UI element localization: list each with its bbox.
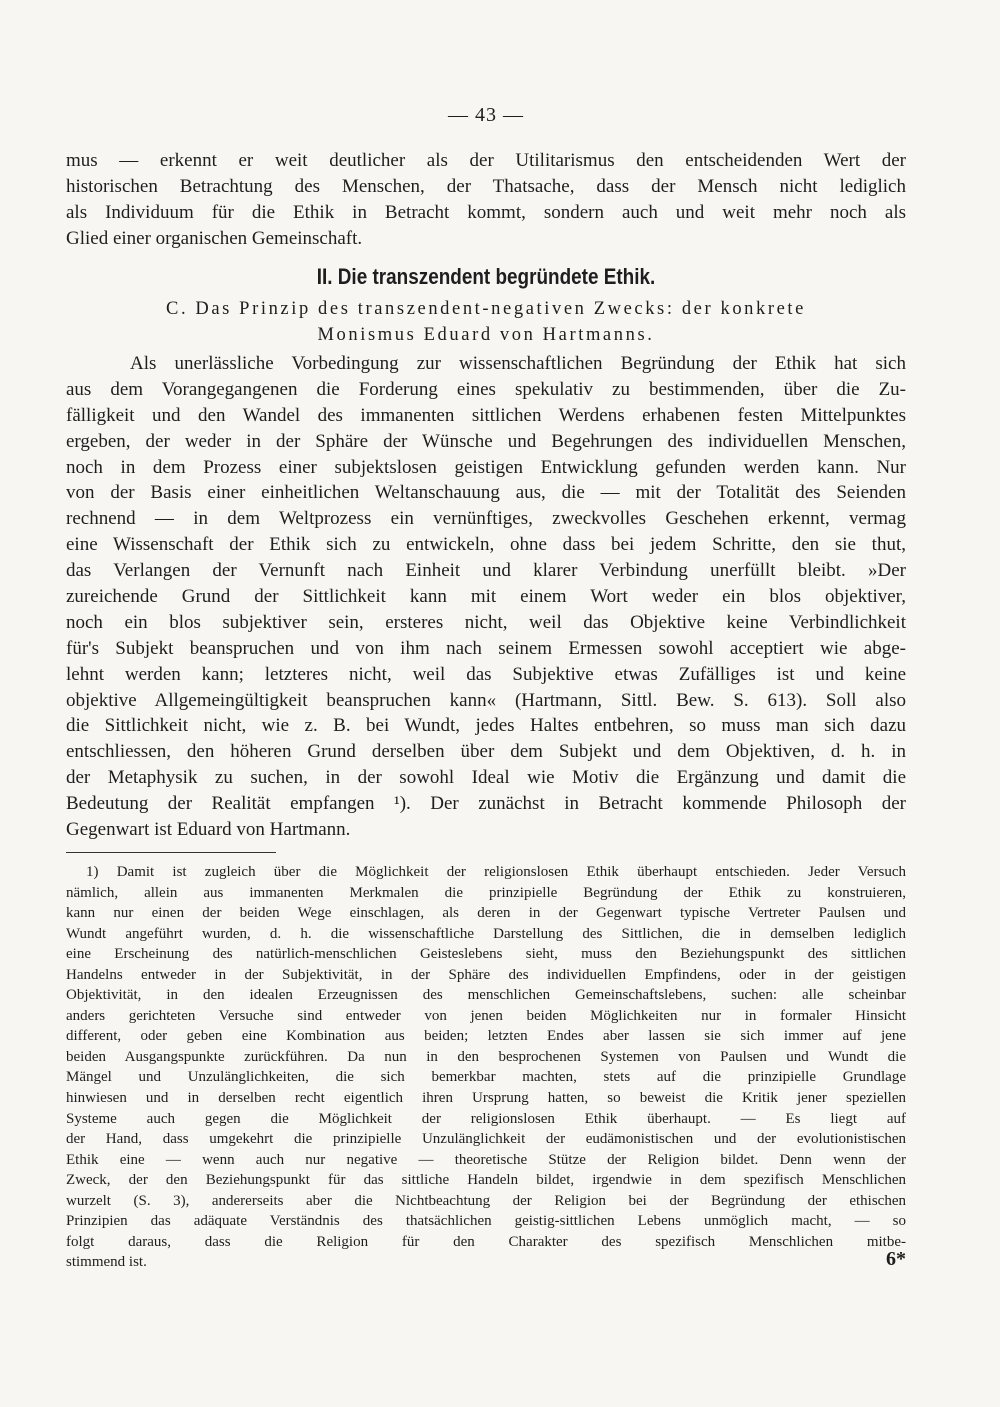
section-heading: II. Die transzendent begründete Ethik.: [316, 264, 656, 289]
text-line: Als unerlässliche Vorbedingung zur wissenschaftlichen Begründung der Ethik hat sich: [130, 353, 906, 374]
text-line: Bedeutung der Realität empfangen ¹). Der zunächst in Betracht kommende Philosoph der: [66, 793, 906, 815]
footnote-line: Mängel und Unzulänglichkeiten, die sich bemerkbar machten, stets auf die prinzipielle Grundlage: [66, 1069, 906, 1086]
footnote-line: stimmend ist.: [66, 1254, 147, 1271]
text-line: aus dem Vorangegangenen die Forderung eines spekulativ zu bestimmenden, über die Zu-: [66, 378, 906, 400]
footnote-line: Handelns entweder in der Subjektivität, in der Sphäre des individuellen Empfindens, oder in der geistigen: [66, 966, 906, 983]
footnote-line: wurzelt (S. 3), andererseits aber die Nichtbeachtung der Religion bei der Begründung der ethischen: [66, 1192, 906, 1209]
footnote-line: anders gerichteten Versuche sind entweder von jenen beiden Möglichkeiten nur in formaler Hinsicht: [66, 1007, 906, 1024]
text-line: zureichende Grund der Sittlichkeit kann mit einem Wort weder ein blos objektiver,: [66, 586, 906, 608]
text-line: als Individuum für die Ethik in Betracht kommt, sondern auch und weit mehr noch als: [66, 201, 906, 223]
footnote-line: 1) Damit ist zugleich über die Möglichkeit der religionslosen Ethik überhaupt entschieden. Jeder Versuch: [86, 864, 906, 880]
text-line: der Metaphysik zu suchen, in der sowohl Ideal wie Motiv die Ergänzung und damit die: [66, 767, 906, 789]
main-paragraph: [66, 351, 906, 843]
footnote-line: Prinzipien das adäquate Verständnis des thatsächlichen geistig-sittlichen Lebens unmöglich macht, — so: [66, 1213, 906, 1230]
text-line: Glied einer organischen Gemeinschaft.: [66, 227, 363, 249]
footnote-line: different, oder geben eine Kombination aus beiden; letzten Endes aber lassen sie sich immer auf jene: [66, 1028, 906, 1045]
footnote-line: Objektivität, in den idealen Erzeugnissen des menschlichen Gemeinschaftslebens, suchen: alle scheinbar: [66, 987, 906, 1004]
footnote-line: hinwiesen und in derselben recht eigentlich ihren Ursprung hatten, so beweist die Kritik jener speziellen: [66, 1090, 906, 1107]
text-line: lehnt werden kann; letzteres nicht, weil das Subjektive etwas Zufälliges ist und keine: [66, 663, 906, 685]
text-line: noch in dem Prozess einer subjektslosen geistigen Entwicklung gefunden werden kann. Nur: [66, 456, 906, 478]
text-line: fälligkeit und den Wandel des immanenten sittlichen Werdens erhabenen festen Mittelpunktes: [66, 404, 906, 426]
text-line: von der Basis einer einheitlichen Weltanschauung aus, die — mit der Totalität des Seienden: [66, 482, 906, 504]
text-line: ergeben, der weder in der Sphäre der Wünsche und Begehrungen des individuellen Menschen,: [66, 430, 906, 452]
footnote-line: Systeme auch gegen die Möglichkeit der religionslosen Ethik überhaupt. — Es liegt auf: [66, 1110, 906, 1127]
text-line: rechnend — in dem Weltprozess ein vernünftiges, zweckvolles Geschehen erkennt, vermag: [66, 508, 906, 530]
footnote-line: folgt daraus, dass die Religion für den Charakter des spezifisch Menschlichen mitbe-: [66, 1233, 906, 1250]
text-line: die Sittlichkeit nicht, wie z. B. bei Wundt, jedes Haltes entbehren, so muss man sich dazu: [66, 715, 906, 737]
intro-paragraph: [66, 148, 906, 252]
text-line: noch ein blos subjektiver sein, ersteres nicht, weil das Objektive keine Verbindlichkeit: [66, 611, 906, 633]
signature-mark: 6*: [886, 1248, 906, 1270]
footnote-line: kann nur einen der beiden Wege einschlagen, als deren in der Gegenwart typische Vertreter Paulsen und: [66, 905, 906, 922]
footnote-divider: [66, 852, 276, 853]
footnote: [66, 862, 906, 1273]
text-line: für's Subjekt beanspruchen und von ihm nach seinem Ermessen sowohl acceptiert wie abge-: [66, 637, 906, 659]
text-line: entschliessen, den höheren Grund derselben über dem Subjekt und dem Objektiven, d. h. in: [66, 741, 906, 763]
subheading-line-2: Monismus Eduard von Hartmanns.: [317, 325, 655, 345]
footnote-line: Zweck, der den Beziehungspunkt für das sittliche Handeln bildet, irgendwie in dem spezifisch Menschlichen: [66, 1172, 906, 1189]
text-line: das Verlangen der Vernunft nach Einheit und klarer Verbindung unerfüllt bleibt. »Der: [66, 560, 906, 582]
footnote-line: Wundt angeführt wurden, d. h. die wissenschaftliche Darstellung des Sittlichen, die in demselben lediglich: [66, 925, 906, 942]
text-line: mus — erkennt er weit deutlicher als der Utilitarismus den entscheidenden Wert der: [66, 150, 906, 171]
text-line: Gegenwart ist Eduard von Hartmann.: [66, 819, 351, 841]
subheading-line-1: C. Das Prinzip des transzendent-negativen Zwecks: der konkrete: [166, 299, 806, 319]
footnote-line: Ethik eine — wenn auch nur negative — theoretische Stütze der Religion bildet. Denn wenn der: [66, 1151, 906, 1168]
page-number: — 43 —: [448, 104, 524, 126]
text-line: eine Wissenschaft der Ethik sich zu entwickeln, ohne dass bei jedem Schritte, den sie thut,: [66, 534, 906, 556]
footnote-line: eine Erscheinung des natürlich-menschlichen Geisteslebens sieht, muss den Beziehungspunkt des sittlichen: [66, 946, 906, 963]
text-line: objektive Allgemeingültigkeit beanspruchen kann« (Hartmann, Sittl. Bew. S. 613). Soll also: [66, 689, 906, 711]
text-line: historischen Betrachtung des Menschen, der Thatsache, dass der Mensch nicht lediglich: [66, 175, 906, 197]
footnote-line: beiden Ausgangspunkte zurückführen. Da nun in den besprochenen Systemen von Paulsen und Wundt die: [66, 1048, 906, 1065]
footnote-line: nämlich, allein aus immanenten Merkmalen die prinzipielle Begründung der Ethik zu konstruieren,: [66, 884, 906, 901]
footnote-line: der Hand, dass umgekehrt die prinzipielle Unzulänglichkeit der eudämonistischen und der evolutionistischen: [66, 1131, 906, 1148]
